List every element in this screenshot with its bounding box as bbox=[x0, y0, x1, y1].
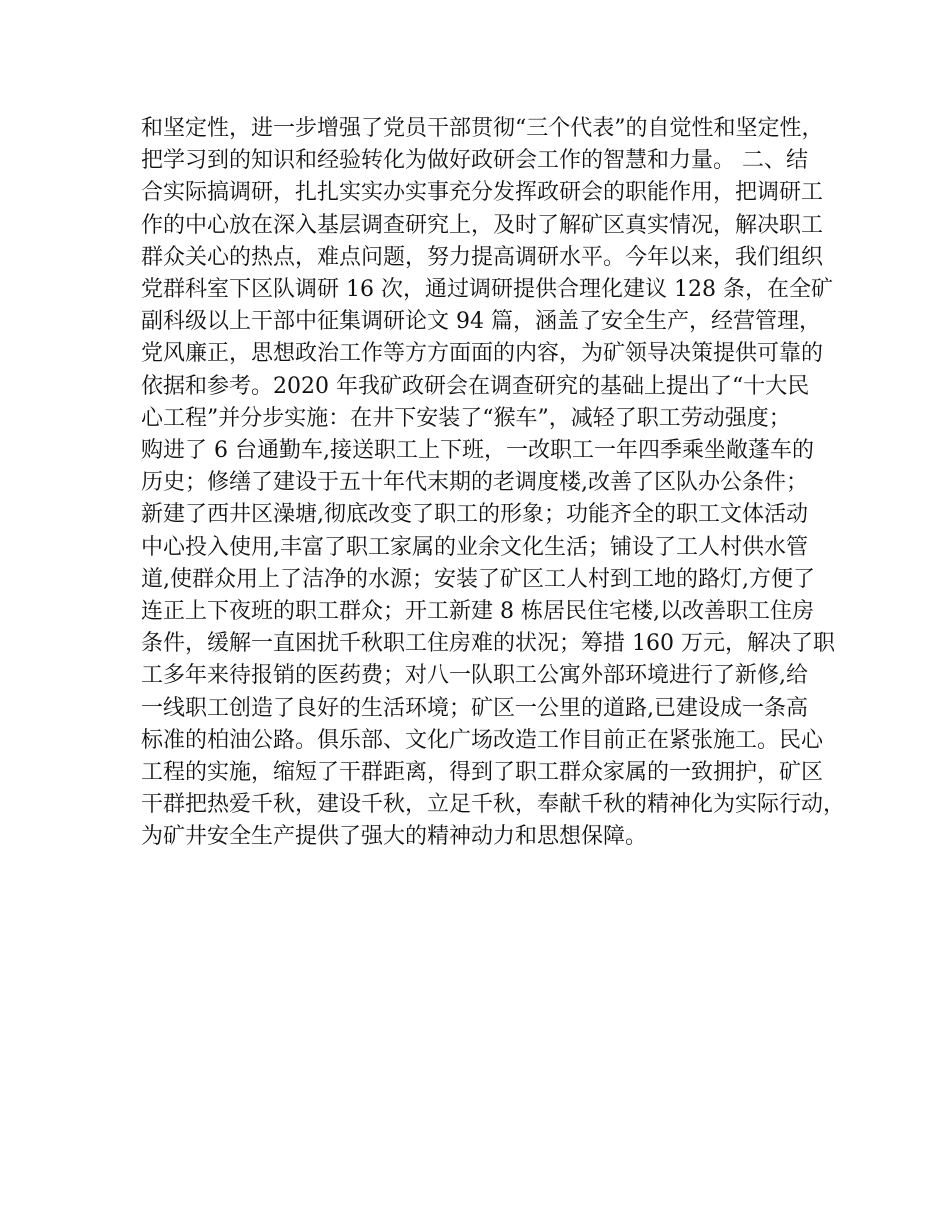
paragraph-line: 党群科室下区队调研 16 次，通过调研提供合理化建议 128 条，在全矿 bbox=[141, 277, 833, 303]
paragraph-line: 条件，缓解一直困扰千秋职工住房难的状况；筹措 160 万元，解决了职 bbox=[141, 631, 835, 657]
paragraph-line: 工程的实施，缩短了干群距离，得到了职工群众家属的一致拥护，矿区 bbox=[141, 760, 824, 786]
paragraph-line: 把学习到的知识和经验转化为做好政研会工作的智慧和力量。 二、结 bbox=[141, 148, 808, 174]
paragraph-line: 合实际搞调研，扎扎实实办实事充分发挥政研会的职能作用，把调研工 bbox=[141, 180, 824, 206]
paragraph-line: 标准的柏油公路。俱乐部、文化广场改造工作目前正在紧张施工。民心 bbox=[141, 727, 824, 753]
paragraph-line: 作的中心放在深入基层调查研究上，及时了解矿区真实情况，解决职工 bbox=[141, 212, 824, 238]
paragraph-line: 购进了 6 台通勤车,接送职工上下班，一改职工一年四季乘坐敞蓬车的 bbox=[141, 438, 814, 464]
paragraph-line: 道,使群众用上了洁净的水源；安装了矿区工人村到工地的路灯,方便了 bbox=[141, 566, 815, 592]
paragraph-line: 历史；修缮了建设于五十年代末期的老调度楼,改善了区队办公条件； bbox=[141, 470, 808, 496]
paragraph-line: 和坚定性，进一步增强了党员干部贯彻“三个代表”的自觉性和坚定性， bbox=[141, 116, 824, 141]
paragraph-line: 中心投入使用,丰富了职工家属的业余文化生活；铺设了工人村供水管 bbox=[141, 534, 808, 560]
paragraph-line: 为矿井安全生产提供了强大的精神动力和思想保障。 bbox=[141, 824, 648, 850]
body-paragraph bbox=[141, 113, 846, 854]
paragraph-line: 连正上下夜班的职工群众；开工新建 8 栋居民住宅楼,以改善职工住房 bbox=[141, 599, 814, 625]
paragraph-line: 群众关心的热点，难点问题，努力提高调研水平。今年以来，我们组织 bbox=[141, 244, 824, 270]
paragraph-line: 心工程”并分步实施：在井下安装了“猴车”，减轻了职工劳动强度； bbox=[141, 405, 791, 431]
paragraph-line: 副科级以上干部中征集调研论文 94 篇，涵盖了安全生产，经营管理， bbox=[141, 309, 821, 335]
paragraph-line: 一线职工创造了良好的生活环境；矿区一公里的道路,已建设成一条高 bbox=[141, 695, 808, 721]
paragraph-line: 依据和参考。2020 年我矿政研会在调查研究的基础上提出了“十大民 bbox=[141, 373, 810, 399]
paragraph-line: 干群把热爱千秋，建设千秋，立足千秋，奉献千秋的精神化为实际行动， bbox=[141, 792, 846, 818]
paragraph-line: 党风廉正，思想政治工作等方方面面的内容，为矿领导决策提供可靠的 bbox=[141, 341, 824, 367]
paragraph-line: 新建了西井区澡塘,彻底改变了职工的形象；功能齐全的职工文体活动 bbox=[141, 502, 808, 528]
paragraph-line: 工多年来待报销的医药费；对八一队职工公寓外部环境进行了新修,给 bbox=[141, 663, 808, 689]
